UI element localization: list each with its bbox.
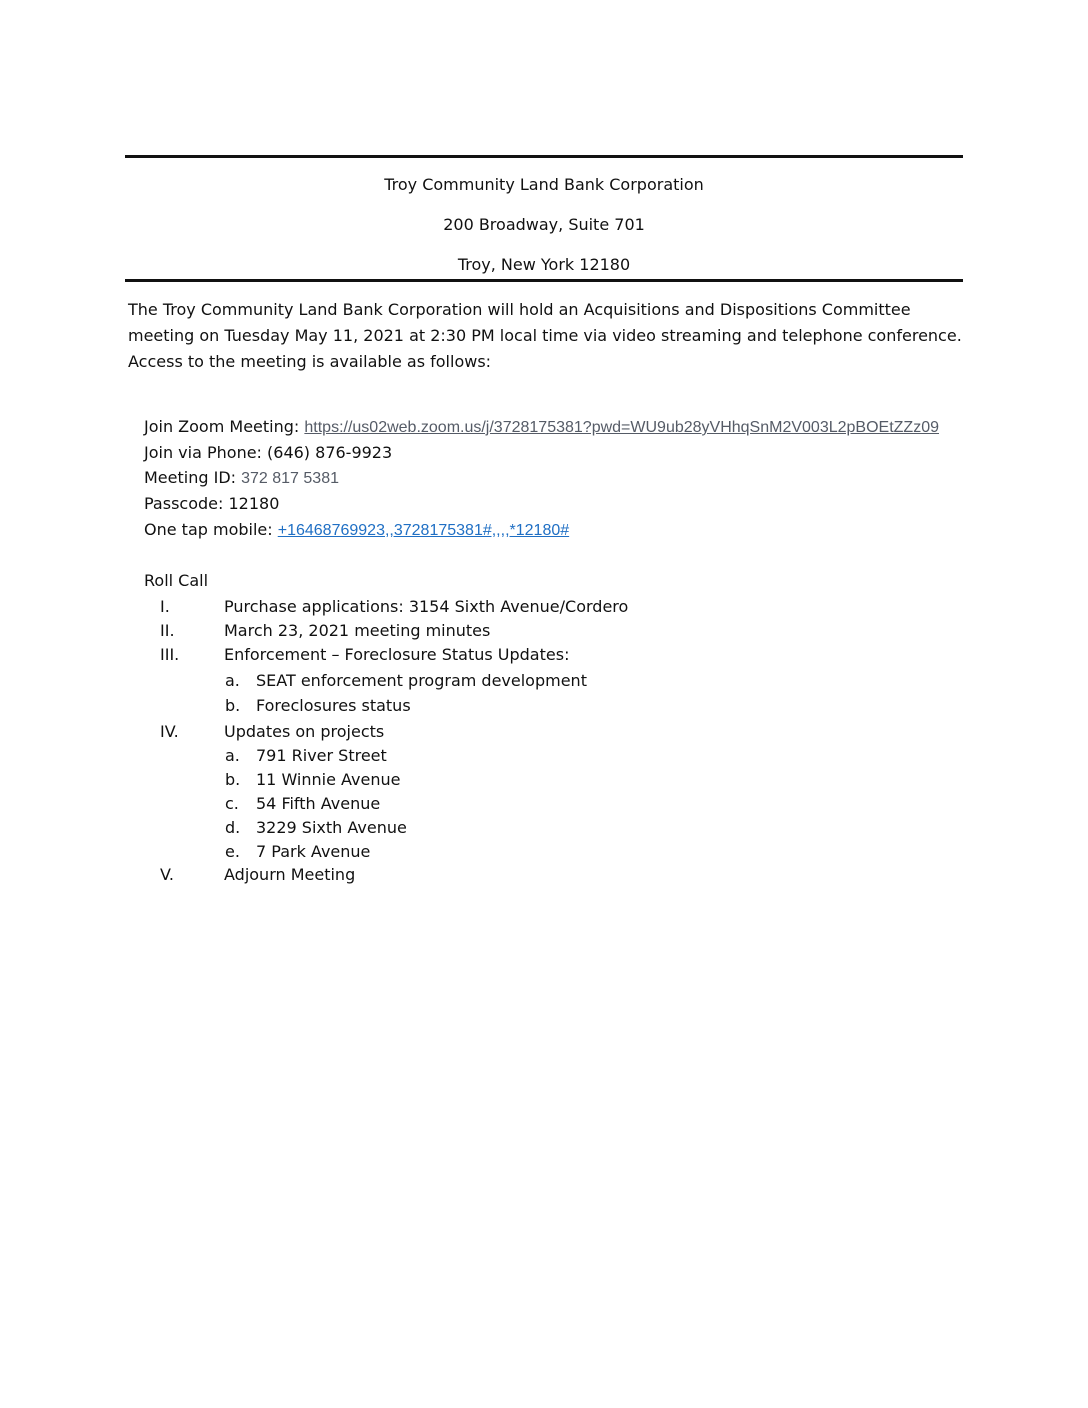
sub-item-letter: e. (225, 842, 240, 861)
meeting-id-row (144, 467, 339, 490)
agenda-num: I. (160, 597, 170, 616)
one-tap-link[interactable]: +16468769923,,3728175381#,,,,*12180# (277, 522, 570, 539)
phone-row: Join via Phone: (646) 876-9923 (144, 443, 393, 462)
sub-item-letter: d. (225, 818, 241, 837)
sub-item: 3229 Sixth Avenue (256, 818, 407, 837)
sub-item: 11 Winnie Avenue (256, 770, 401, 789)
sub-item-letter: b. (225, 770, 241, 789)
agenda-num: IV. (160, 722, 179, 741)
sub-item-letter: a. (225, 671, 240, 690)
header-top-rule (125, 155, 963, 158)
zoom-label: Join Zoom Meeting: (144, 417, 305, 436)
passcode-row: Passcode: 12180 (144, 494, 280, 513)
roll-call-heading: Roll Call (144, 571, 209, 590)
agenda-num: II. (160, 621, 175, 640)
agenda-item: Adjourn Meeting (224, 865, 356, 884)
sub-item-letter: c. (225, 794, 239, 813)
sub-item: 7 Park Avenue (256, 842, 371, 861)
header-bottom-rule (125, 279, 963, 282)
agenda-item: Purchase applications: 3154 Sixth Avenue/Cordero (224, 597, 629, 616)
intro-paragraph: The Troy Community Land Bank Corporation will hold an Acquisitions and Dispositions Committee meeting on Tuesday May 11, 2021 at 2:30 PM local time via video streaming and telephone conference. Access to the meeting is available as follows: (128, 300, 962, 371)
meeting-id-value: 372 817 5381 (241, 470, 339, 487)
one-tap-row (144, 519, 569, 542)
address-line-1: 200 Broadway, Suite 701 (443, 215, 645, 234)
agenda-num: V. (160, 865, 174, 884)
sub-item-letter: b. (225, 696, 241, 715)
sub-item: Foreclosures status (256, 696, 411, 715)
sub-item: 791 River Street (256, 746, 387, 765)
agenda-num: III. (160, 645, 180, 664)
sub-item: 54 Fifth Avenue (256, 794, 381, 813)
org-name: Troy Community Land Bank Corporation (384, 175, 704, 194)
sub-item-letter: a. (225, 746, 240, 765)
agenda-item: Updates on projects (224, 722, 385, 741)
meeting-id-label: Meeting ID: (144, 468, 242, 487)
agenda-item: Enforcement – Foreclosure Status Updates: (224, 645, 570, 664)
address-line-2: Troy, New York 12180 (457, 255, 631, 274)
sub-item: SEAT enforcement program development (256, 671, 587, 690)
one-tap-label: One tap mobile: (144, 520, 278, 539)
agenda-item: March 23, 2021 meeting minutes (224, 621, 491, 640)
zoom-row (144, 416, 939, 439)
zoom-link[interactable]: https://us02web.zoom.us/j/3728175381?pwd=WU9ub28yVHhqSnM2V003L2pBOEtZZz09 (304, 419, 939, 436)
